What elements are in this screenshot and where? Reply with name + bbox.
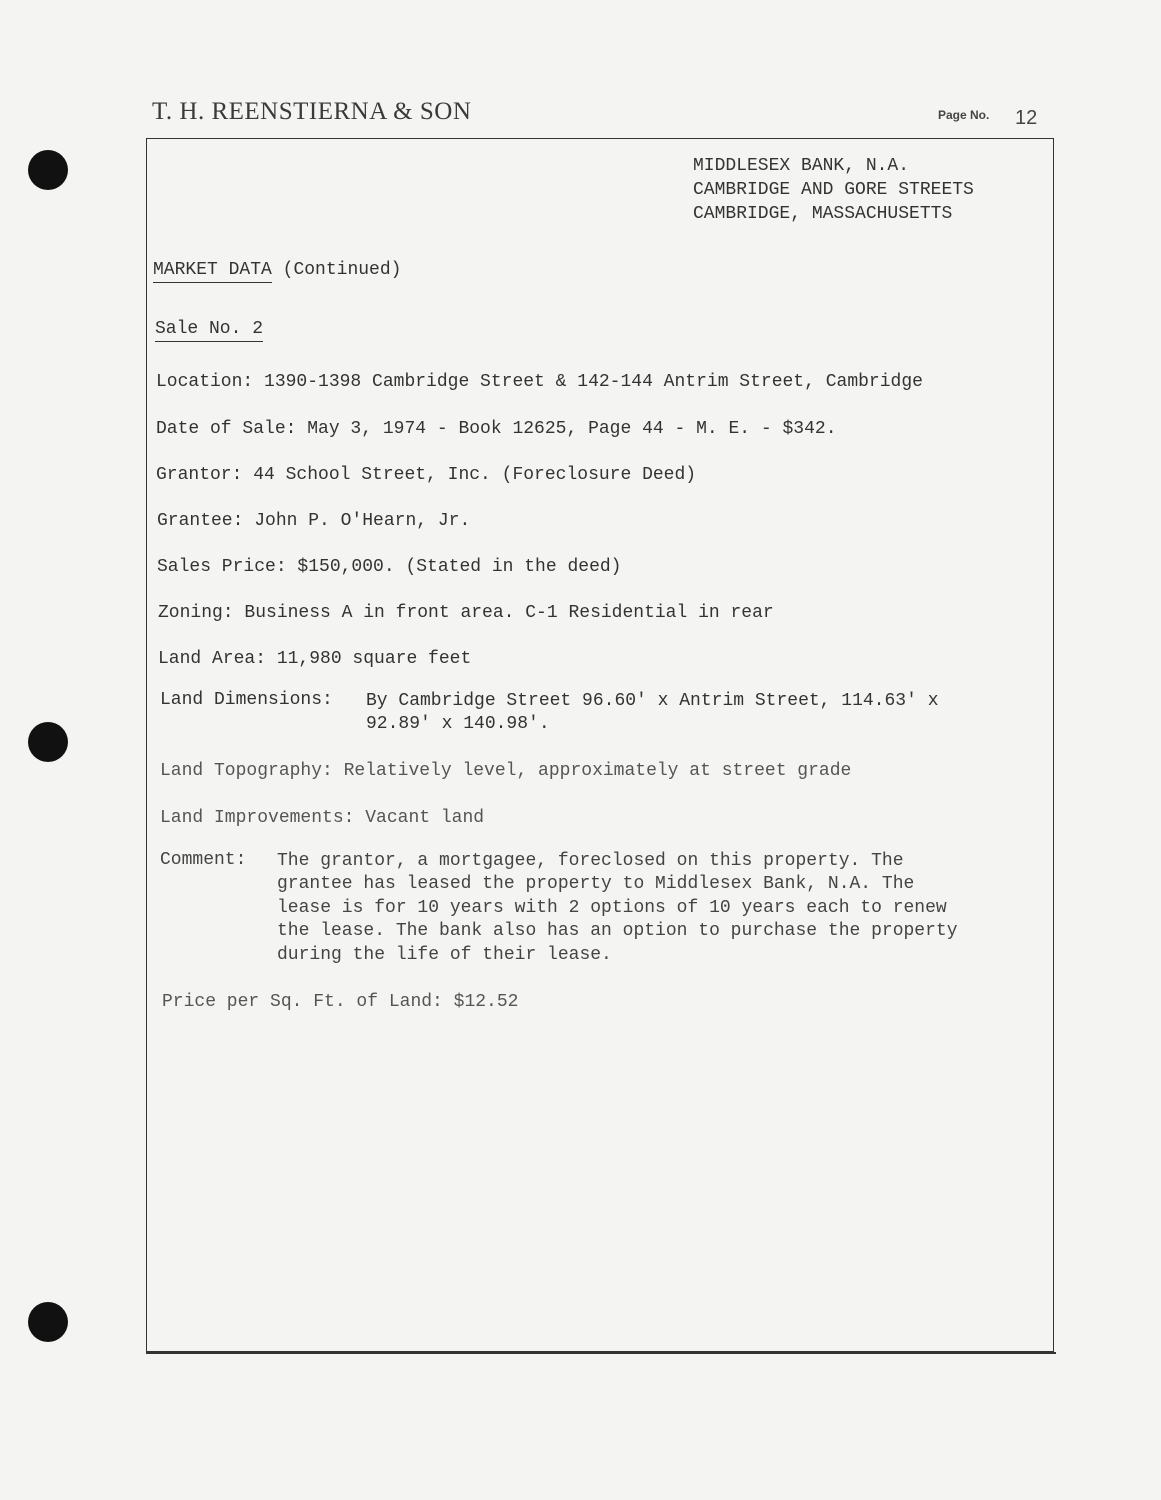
comment-line-5: during the life of their lease. [277,944,612,965]
comment-line-2: grantee has leased the property to Middlesex Bank, N.A. The [277,874,915,895]
field-grantor: Grantor: 44 School Street, Inc. (Foreclosure Deed) [156,465,697,485]
client-line-2: CAMBRIDGE AND GORE STREETS [693,180,974,200]
comment-line-1: The grantor, a mortgagee, foreclosed on this property. The [277,851,904,871]
field-grantee: Grantee: John P. O'Hearn, Jr. [157,511,471,531]
section-suffix: (Continued) [282,260,402,280]
section-heading [153,260,401,280]
client-line-1: MIDDLESEX BANK, N.A. [693,156,910,176]
field-sales-price: Sales Price: $150,000. (Stated in the deed) [157,557,622,577]
client-address [693,154,974,226]
comment-line-3: lease is for 10 years with 2 options of 10 years each to renew [277,897,947,918]
comment-label: Comment: [160,850,247,870]
field-date-of-sale: Date of Sale: May 3, 1974 - Book 12625, Page 44 - M. E. - $342. [156,419,837,439]
punch-hole-middle [28,722,68,762]
letterhead-firm-name: T. H. REENSTIERNA & SON [152,98,472,125]
sale-number [155,319,263,339]
dimensions-label: Land Dimensions: [160,690,333,710]
dimensions-line-2: 92.89' x 140.98'. [366,714,550,734]
punch-hole-bottom [28,1302,68,1342]
section-title: MARKET DATA [153,260,272,283]
client-line-3: CAMBRIDGE, MASSACHUSETTS [693,204,953,224]
page-frame [146,138,1054,1352]
bottom-rule [146,1352,1056,1354]
field-zoning: Zoning: Business A in front area. C-1 Residential in rear [158,603,774,623]
field-land-topography: Land Topography: Relatively level, approximately at street grade [160,761,852,781]
comment-line-4: the lease. The bank also has an option to purchase the property [277,921,958,942]
field-location: Location: 1390-1398 Cambridge Street & 142-144 Antrim Street, Cambridge [156,372,923,392]
field-land-improvements: Land Improvements: Vacant land [160,808,485,828]
punch-hole-top [28,150,68,190]
sale-number-text: Sale No. 2 [155,319,263,342]
page-number-label: Page No. [938,108,990,122]
page-number: 12 [1015,107,1038,129]
dimensions-line-1: By Cambridge Street 96.60' x Antrim Street, 114.63' x [366,691,939,711]
field-price-per-sqft: Price per Sq. Ft. of Land: $12.52 [162,992,519,1012]
field-land-area: Land Area: 11,980 square feet [158,649,472,669]
